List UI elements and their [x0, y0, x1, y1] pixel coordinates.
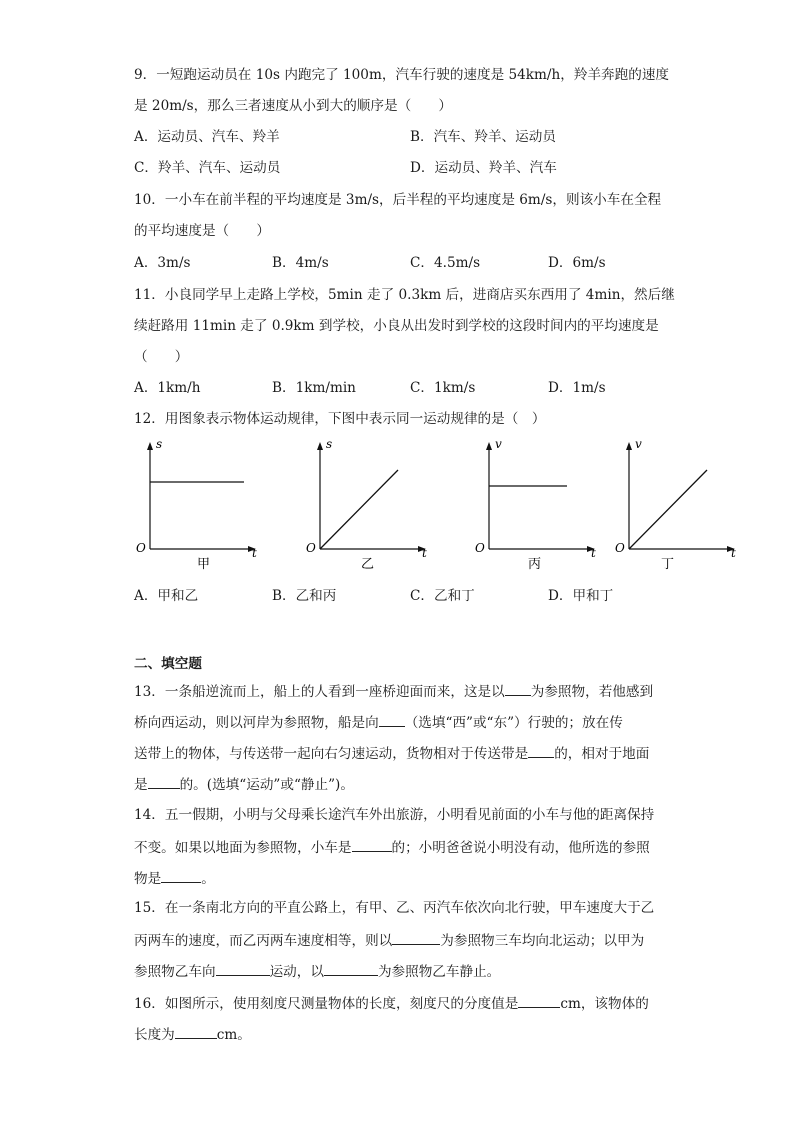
graph-bing-svg — [469, 436, 619, 576]
q12-option-c[interactable]: C．乙和丁 — [410, 588, 475, 604]
y-axis-label: v — [495, 437, 502, 451]
y-axis-label: v — [635, 437, 642, 451]
origin-label: O — [136, 541, 146, 555]
origin-label: O — [306, 541, 316, 555]
q13-text: 的。(选填“运动”或“静止”)。 — [179, 777, 354, 793]
y-axis-label: s — [156, 437, 163, 451]
q14-line1: 14．五一假期，小明与父母乘长途汽车外出旅游，小明看见前面的小车与他的距离保持 — [134, 807, 655, 823]
q16-blank-2[interactable] — [175, 1024, 217, 1039]
q15-blank-3[interactable] — [324, 961, 378, 976]
q13-line4 — [134, 774, 354, 794]
q11-option-a[interactable]: A．1km/h — [134, 380, 201, 396]
q11-stem-line1: 11．小良同学早上走路上学校，5min 走了 0.3km 后，进商店买东西用了 4min，然后继 — [134, 287, 675, 303]
q14-line3 — [134, 868, 215, 888]
graph-caption: 丁 — [661, 557, 675, 572]
q11-option-d[interactable]: D．1m/s — [548, 380, 606, 396]
q14-text: 不变。如果以地面为参照物，小车是 — [134, 840, 352, 856]
q15-line2 — [134, 930, 644, 950]
q14-blank-2[interactable] — [161, 868, 201, 883]
graph-jia-svg — [130, 436, 280, 576]
q11-stem-line3: （ ） — [134, 349, 189, 365]
q14-text: 。 — [201, 871, 215, 887]
q11-option-b[interactable]: B．1km/min — [272, 380, 356, 396]
q10-option-d[interactable]: D．6m/s — [548, 255, 606, 271]
q16-text: 16．如图所示，使用刻度尺测量物体的长度，刻度尺的分度值是 — [134, 996, 519, 1012]
q13-line2 — [134, 712, 623, 732]
q15-text: 为参照物乙车静止。 — [377, 964, 501, 980]
y-axis-arrow — [147, 442, 153, 450]
graph-line-diagonal — [629, 470, 707, 549]
q11-option-c[interactable]: C．1km/s — [410, 380, 476, 396]
q15-text: 为参照物三车均向北运动；以甲为 — [440, 933, 645, 949]
q13-text: 13．一条船逆流而上，船上的人看到一座桥迎面而来，这是以 — [134, 684, 505, 700]
q9-option-b[interactable]: B．汽车、羚羊、运动员 — [410, 129, 556, 145]
q14-text: 物是 — [134, 871, 162, 887]
q12-option-a[interactable]: A．甲和乙 — [134, 588, 199, 604]
origin-label: O — [615, 541, 625, 555]
q9-option-d[interactable]: D．运动员、羚羊、汽车 — [410, 160, 557, 176]
q15-text: 参照物乙车向 — [134, 964, 216, 980]
q16-line2 — [134, 1024, 251, 1044]
x-axis-label: t — [252, 546, 257, 560]
q9-stem-line1: 9．一短跑运动员在 10s 内跑完了 100m，汽车行驶的速度是 54km/h，羚羊奔跑的速度 — [134, 67, 670, 83]
q13-text: 的，相对于地面 — [554, 746, 650, 762]
q13-blank-2[interactable] — [379, 712, 405, 727]
graph-caption: 丙 — [528, 557, 542, 572]
q13-text: 为参照物，若他感到 — [530, 684, 654, 700]
q12-stem: 12．用图象表示物体运动规律，下图中表示同一运动规律的是（ ） — [134, 411, 546, 427]
y-axis-arrow — [486, 442, 492, 450]
graph-ding-svg — [609, 436, 759, 576]
q9-option-a[interactable]: A．运动员、汽车、羚羊 — [134, 129, 280, 145]
x-axis-label: t — [422, 546, 427, 560]
q13-text: 送带上的物体，与传送带一起向右匀速运动，货物相对于传送带是 — [134, 746, 529, 762]
q12-option-b[interactable]: B．乙和丙 — [272, 588, 337, 604]
q16-blank-1[interactable] — [518, 993, 560, 1008]
x-axis-label: t — [591, 546, 596, 560]
q13-blank-1[interactable] — [505, 681, 531, 696]
q13-text: 桥向西运动，则以河岸为参照物，船是向 — [134, 715, 379, 731]
q12-option-d[interactable]: D．甲和丁 — [548, 588, 614, 604]
q13-line1 — [134, 681, 653, 701]
y-axis-arrow — [626, 442, 632, 450]
graph-caption: 乙 — [361, 557, 375, 572]
q15-blank-1[interactable] — [392, 930, 440, 945]
graph-jia — [130, 436, 280, 576]
q11-stem-line2: 续赶路用 11min 走了 0.9km 到学校，小良从出发时到学校的这段时间内的平均速度是 — [134, 318, 659, 334]
section-heading-fill-in: 二、填空题 — [134, 656, 202, 672]
y-axis-label: s — [326, 437, 333, 451]
x-axis-label: t — [731, 546, 736, 560]
graph-yi-svg — [300, 436, 450, 576]
q13-text: 是 — [134, 777, 148, 793]
q13-blank-4[interactable] — [148, 774, 180, 789]
q13-text: （选填“西”或“东”）行驶的；放在传 — [404, 715, 623, 731]
q15-text: 运动，以 — [269, 964, 324, 980]
graph-yi — [300, 436, 450, 576]
q14-text: 的；小明爸爸说小明没有动，他所选的参照 — [391, 840, 650, 856]
q9-stem-line2: 是 20m/s，那么三者速度从小到大的顺序是（ ） — [134, 98, 452, 114]
q13-line3 — [134, 743, 649, 763]
q9-option-c[interactable]: C．羚羊、汽车、运动员 — [134, 160, 281, 176]
q10-option-b[interactable]: B．4m/s — [272, 255, 329, 271]
q14-blank-1[interactable] — [352, 837, 392, 852]
q10-option-a[interactable]: A．3m/s — [134, 255, 191, 271]
q14-line2 — [134, 837, 650, 857]
q10-stem-line1: 10．一小车在前半程的平均速度是 3m/s，后半程的平均速度是 6m/s，则该小车在全程 — [134, 192, 662, 208]
q10-option-c[interactable]: C．4.5m/s — [410, 255, 481, 271]
q13-blank-3[interactable] — [528, 743, 554, 758]
graph-bing — [469, 436, 619, 576]
q15-line3 — [134, 961, 500, 981]
q15-line1: 15．在一条南北方向的平直公路上，有甲、乙、丙汽车依次向北行驶，甲车速度大于乙 — [134, 900, 655, 916]
origin-label: O — [475, 541, 485, 555]
q16-line1 — [134, 993, 649, 1013]
q15-blank-2[interactable] — [216, 961, 270, 976]
q16-text: 长度为 — [134, 1027, 175, 1043]
q15-text: 丙两车的速度，而乙丙两车速度相等，则以 — [134, 933, 393, 949]
graph-line-diagonal — [320, 470, 398, 549]
q16-text: cm，该物体的 — [560, 996, 649, 1012]
y-axis-arrow — [317, 442, 323, 450]
q16-text: cm。 — [216, 1027, 251, 1043]
graph-ding — [609, 436, 759, 576]
graph-caption: 甲 — [197, 557, 211, 572]
q10-stem-line2: 的平均速度是（ ） — [134, 223, 270, 239]
